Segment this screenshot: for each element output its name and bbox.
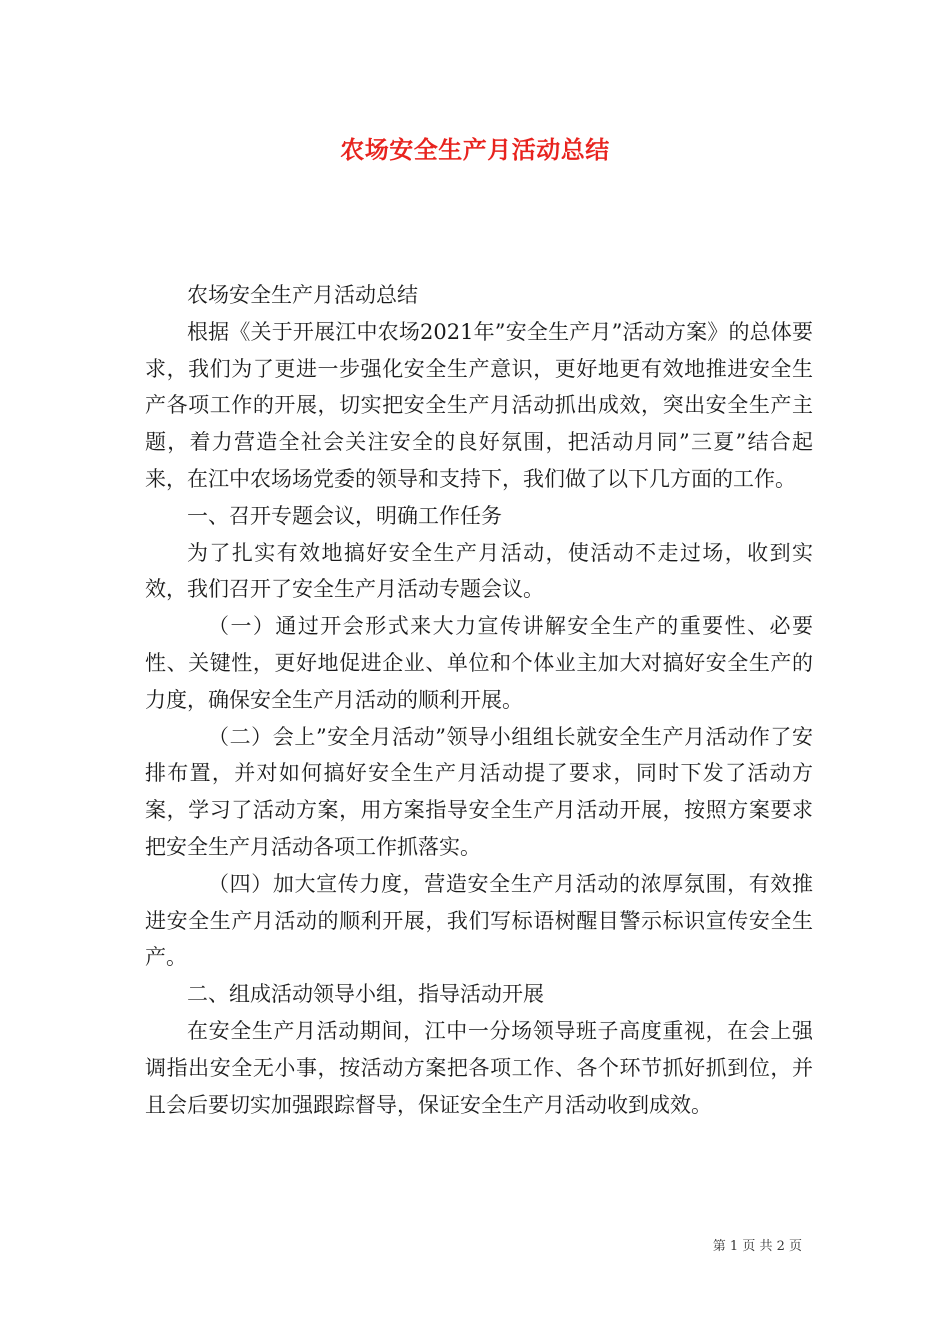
- paragraph-intro: 根据《关于开展江中农场2021年”安全生产月”活动方案》的总体要求，我们为了更进一步强化安全生产意识，更好地更有效地推进安全生产各项工作的开展，切实把安全生产月活动抓出成效，突出安全生产主题，着力营造全社会关注安全的良好氛围，把活动月同”三夏”结合起来，在江中农场场党委的领导和支持下，我们做了以下几方面的工作。: [145, 319, 813, 491]
- paragraph-subtitle: 农场安全生产月活动总结: [187, 283, 418, 307]
- section-heading-2: 二、组成活动领导小组，指导活动开展: [187, 982, 544, 1007]
- paragraph-item-1: （一）通过开会形式来大力宣传讲解安全生产的重要性、必要性、关键性，更好地促进企业、单位和个体业主加大对搞好安全生产的力度，确保安全生产月活动的顺利开展。: [145, 614, 813, 712]
- paragraph-item-2: （二）会上”安全月活动”领导小组组长就安全生产月活动作了安排布置，并对如何搞好安全生产月活动提了要求，同时下发了活动方案，学习了活动方案，用方案指导安全生产月活动开展，按照方案要求把安全生产月活动各项工作抓落实。: [145, 724, 813, 859]
- paragraph-leadership: 在安全生产月活动期间，江中一分场领导班子高度重视，在会上强调指出安全无小事，按活动方案把各项工作、各个环节抓好抓到位，并且会后要切实加强跟踪督导，保证安全生产月活动收到成效。: [145, 1018, 813, 1117]
- paragraph-item-4: （四）加大宣传力度，营造安全生产月活动的浓厚氛围，有效推进安全生产月活动的顺利开展，我们写标语树醒目警示标识宣传安全生产。: [145, 871, 813, 970]
- section-heading-1: 一、召开专题会议，明确工作任务: [187, 503, 502, 528]
- document-body: [145, 277, 813, 1123]
- paragraph-meeting: 为了扎实有效地搞好安全生产月活动，使活动不走过场，收到实效，我们召开了安全生产月活动专题会议。: [145, 540, 813, 602]
- page-number: 第 1 页 共 2 页: [712, 1239, 802, 1254]
- document-title: 农场安全生产月活动总结: [340, 135, 610, 164]
